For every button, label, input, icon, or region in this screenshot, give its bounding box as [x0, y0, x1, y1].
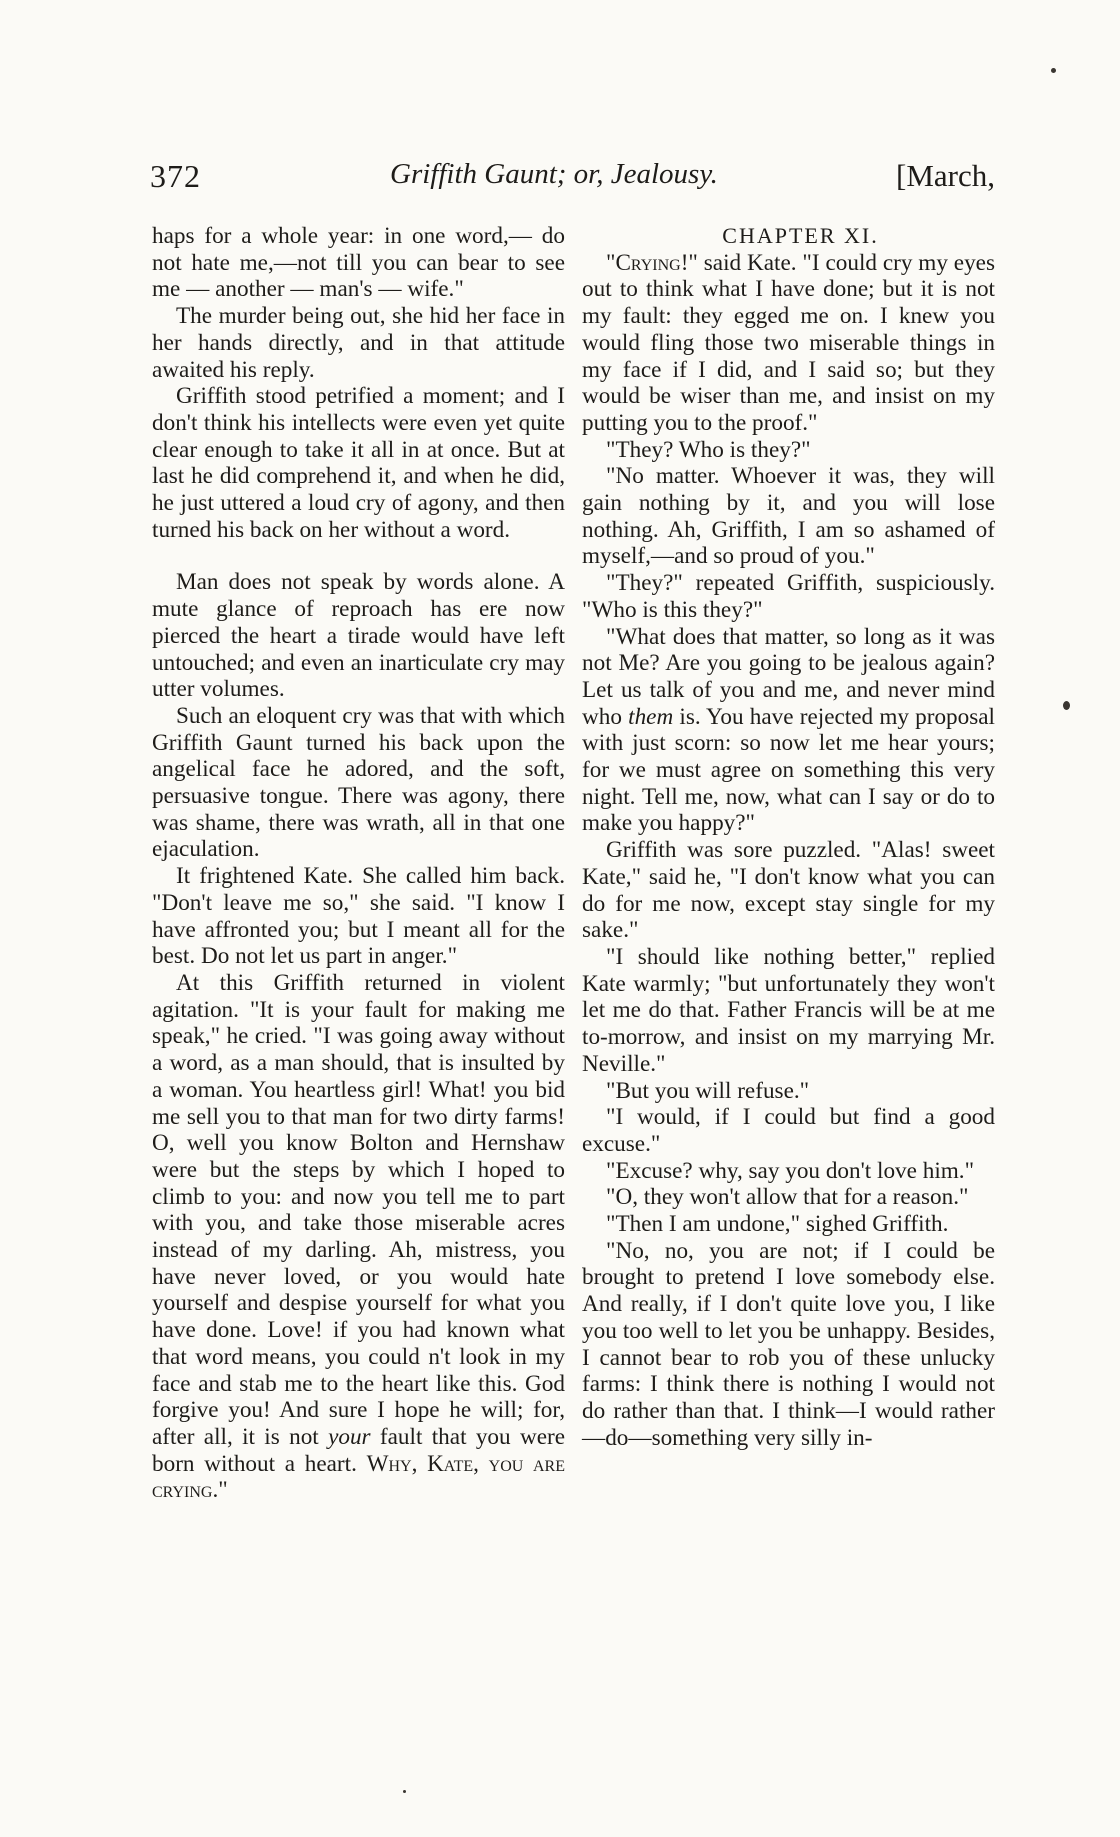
- emphasis: them: [628, 703, 674, 730]
- text-run: At this Griffith returned in violent agitation. "It is your fault for making me speak," he cried. "I was going away without a word, as a man should, that is insulted by a woman. You heartless girl! What! you bid me sell you to that man for two dirty farms! O, well you know Bolton and Hernshaw were but the steps by which I hoped to climb to you: and now you tell me to part with you, and take those miserable acres instead of my darling. Ah, mistress, you have never loved, or you would hate yourself and despise yourself for what you have done. Love! if you had known what that word means, you could n't look in my face and stab me to the heart like this. God forgive you! And sure I hope he will; for, after all, it is not: [152, 969, 565, 1450]
- right-column: [582, 223, 995, 1451]
- paragraph: "They?" repeated Griffith, suspiciously. "Who is this they?": [582, 570, 995, 623]
- paragraph: "Excuse? why, say you don't love him.": [606, 1157, 975, 1184]
- paragraph: "No matter. Whoever it was, they will gain nothing by it, and you will lose nothing. Ah, Griffith, I am so ashamed of myself,—and so proud of you.": [582, 463, 995, 570]
- paragraph: Griffith stood petrified a moment; and I don't think his intellects were even yet quite clear enough to take it all in at once. But at last he did comprehend it, and when he did, he just uttered a loud cry of agony, and then turned his back on her without a word.: [152, 383, 565, 543]
- paragraph: "They? Who is they?": [606, 436, 811, 463]
- month-label: [March,: [896, 158, 995, 193]
- paragraph: Griffith was sore puzzled. "Alas! sweet Kate," said he, "I don't know what you can do for me now, except stay single for my sake.": [582, 837, 995, 944]
- paragraph: [582, 624, 995, 838]
- running-title: Griffith Gaunt; or, Jealousy.: [390, 158, 718, 190]
- paragraph: "No, no, you are not; if I could be brought to pretend I love somebody else. And really, if I don't quite love you, I like you too well to let you be unhappy. Besides, I cannot bear to rob you of these unlucky farms: I think there is nothing I would not do rather than that. I think—I would rather—do—something very silly in-: [582, 1237, 995, 1451]
- paragraph: "O, they won't allow that for a reason.": [606, 1184, 969, 1211]
- paragraph: haps for a whole year: in one word,— do not hate me,—not till you can bear to see me — another — man's — wife.": [152, 223, 565, 303]
- page-header: [150, 158, 995, 208]
- paragraph: "I would, if I could but find a good excuse.": [582, 1104, 995, 1157]
- left-column: [152, 223, 565, 1504]
- paragraph: [582, 250, 995, 437]
- paragraph: "But you will refuse.": [606, 1077, 810, 1104]
- paragraph: "Then I am undone," sighed Griffith.: [606, 1211, 949, 1238]
- text-run: said Kate. "I could cry my eyes out to think what I have done; but it is not my fault: they egged me on. I knew you would fling those two miserable things in my face if I did, and I said so; but they would be wiser than me, and insist on my putting you to the proof.": [582, 249, 995, 436]
- paragraph: Such an eloquent cry was that with which Griffith Gaunt turned his back upon the angelical face he adored, and the soft, persuasive tongue. There was agony, there was shame, there was wrath, all in that one ejaculation.: [152, 702, 565, 863]
- ink-speck: [1051, 68, 1056, 73]
- paragraph: The murder being out, she hid her face in her hands directly, and in that attitude awaited his reply.: [152, 303, 565, 383]
- paragraph: [152, 970, 565, 1504]
- page-number: 372: [150, 158, 201, 194]
- text-run: is. You have rejected my proposal with just scorn: so now let me hear yours; for we must agree on something this very night. Tell me, now, what can I say or do to make you happy?": [582, 703, 995, 837]
- ink-speck: [403, 1790, 406, 1793]
- text-run: fault that you were born without a heart.: [152, 1423, 565, 1477]
- chapter-heading: CHAPTER XI.: [722, 223, 879, 248]
- paragraph: Man does not speak by words alone. A mute glance of reproach has ere now pierced the heart a tirade would have left untouched; and even an inarticulate cry may utter volumes.: [152, 569, 565, 703]
- emphasis: your: [328, 1423, 371, 1450]
- small-caps-text: "Crying!": [606, 249, 698, 276]
- small-caps-text: Why, Kate, you are crying.": [152, 1450, 565, 1504]
- text-run: "What does that matter, so long as it was not Me? Are you going to be jealous again? Let us talk of you and me, and never mind who: [582, 623, 995, 730]
- paragraph: "I should like nothing better," replied Kate warmly; "but unfortunately they won't let me do that. Father Francis will be at me to-morrow, and insist on my marrying Mr. Neville.": [582, 943, 995, 1077]
- ink-speck: [1063, 701, 1070, 710]
- paragraph: It frightened Kate. She called him back. "Don't leave me so," she said. "I know I have affronted you; but I meant all for the best. Do not let us part in anger.": [152, 863, 565, 970]
